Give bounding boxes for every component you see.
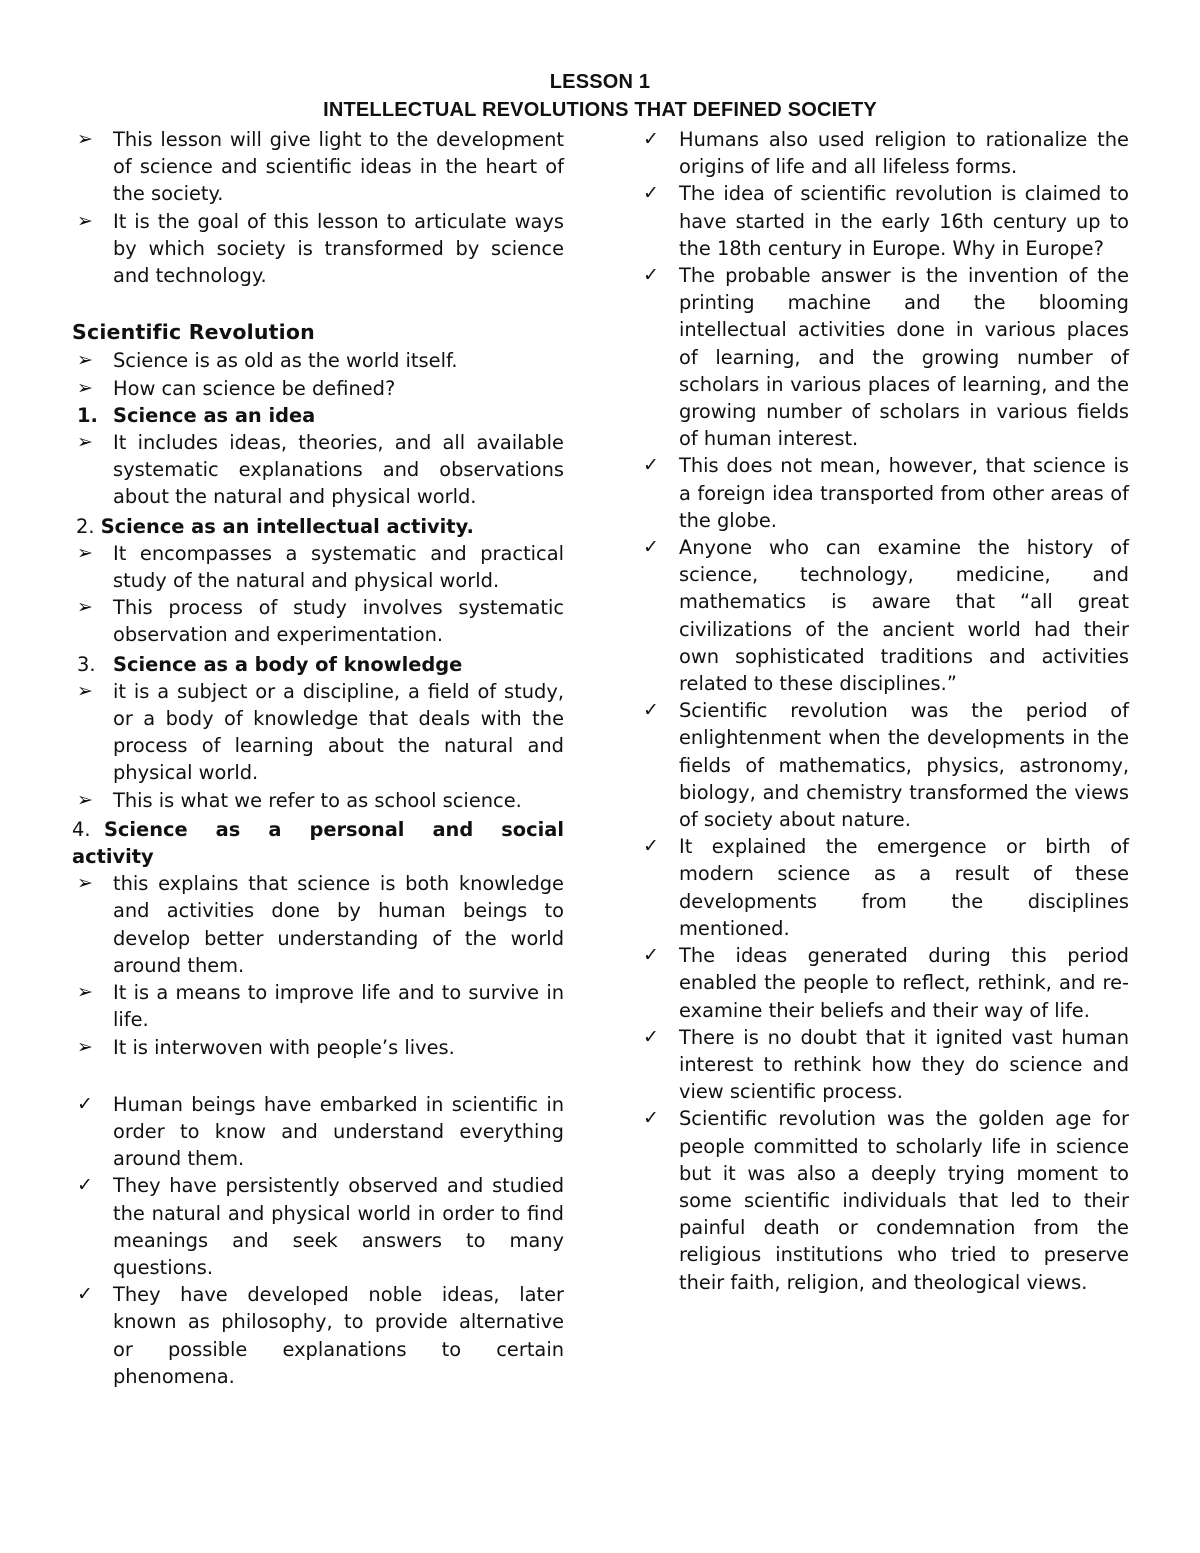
check-item (638, 452, 1129, 534)
arrowhead-bullet-icon: ➢ (77, 679, 93, 702)
arrowhead-bullet-icon: ➢ (77, 431, 93, 454)
check-text: They have persistently observed and studied the natural and physical world in order to find meanings and seek answers to many questions. (113, 1174, 564, 1279)
checkmark-bullet-icon: ✓ (77, 1092, 93, 1115)
heading-number: 1. (77, 403, 98, 427)
check-item (638, 126, 1129, 180)
bullet-text: this explains that science is both knowledge and activities done by human beings to develop better understanding of the world around them. (113, 872, 564, 977)
checkmark-bullet-icon: ✓ (643, 1025, 659, 1048)
check-item (72, 1091, 564, 1173)
checkmark-bullet-icon: ✓ (643, 944, 659, 967)
arrowhead-bullet-icon: ➢ (77, 541, 93, 564)
checkmark-bullet-icon: ✓ (643, 128, 659, 150)
check-text: Human beings have embarked in scientific in order to know and understand everything around them. (113, 1092, 564, 1171)
check-item (638, 262, 1129, 452)
checkmark-bullet-icon: ✓ (643, 835, 659, 858)
checkmark-bullet-icon: ✓ (77, 1283, 93, 1306)
heading-text: Science as an idea (113, 403, 316, 427)
lesson-label: LESSON 1 (549, 71, 651, 93)
arrowhead-bullet-icon: ➢ (77, 788, 93, 811)
bullet-item (72, 594, 564, 648)
bullet-item (72, 787, 564, 814)
check-text: The ideas generated during this period enabled the people to reflect, rethink, and re-examine their beliefs and their way of life. (679, 944, 1129, 1022)
check-item (638, 534, 1129, 697)
section-heading: Scientific Revolution (72, 320, 315, 345)
checkmark-bullet-icon: ✓ (643, 182, 659, 205)
bullet-text: It is the goal of this lesson to articulate ways by which society is transformed by science and technology. (113, 209, 564, 288)
arrowhead-bullet-icon: ➢ (77, 1035, 93, 1058)
bullet-item (72, 540, 564, 594)
bullet-item (72, 208, 564, 290)
heading-number: 3. (77, 652, 96, 676)
bullet-item (72, 347, 564, 374)
checkmark-bullet-icon: ✓ (643, 454, 659, 477)
check-item (638, 697, 1129, 833)
check-text: Scientific revolution was the period of enlightenment when the developments in the fields of mathematics, physics, astronomy, biology, and chemistry transformed the views of society about nature. (679, 699, 1129, 832)
numbered-heading (72, 651, 564, 678)
bullet-item (72, 429, 564, 511)
bullet-item (72, 678, 564, 787)
bullet-text: It includes ideas, theories, and all available systematic explanations and observations about the natural and physical world. (113, 431, 564, 509)
heading-number: 4. (72, 817, 91, 841)
arrowhead-bullet-icon: ➢ (77, 128, 93, 150)
check-item (638, 180, 1129, 262)
bullet-text: How can science be defined? (113, 376, 396, 400)
heading-text: Science as a personal and social activity (72, 817, 564, 869)
check-text: This does not mean, however, that science is a foreign idea transported from other areas of the globe. (679, 454, 1129, 532)
heading-number: 2. (76, 514, 95, 538)
arrowhead-bullet-icon: ➢ (77, 596, 93, 619)
check-text: Scientific revolution was the golden age for people committed to scholarly life in science but it was also a deeply trying moment to some scientific individuals that led to their painful death or condemnation from the religious institutions who tried to preserve their faith, religion, and theological views. (679, 1107, 1129, 1294)
bullet-text: This lesson will give light to the development of science and scientific ideas in the heart of the society. (113, 128, 564, 206)
bullet-text: It encompasses a systematic and practical study of the natural and physical world. (113, 541, 564, 593)
check-item (638, 1105, 1129, 1295)
check-item (638, 942, 1129, 1024)
numbered-heading (72, 513, 564, 540)
checkmark-bullet-icon: ✓ (643, 536, 659, 559)
check-text: The probable answer is the invention of the printing machine and the blooming intellectual activities done in various places of learning, and the growing number of scholars in various places of learning, and the growing number of scholars in various fields of human interest. (679, 264, 1129, 451)
left-column (72, 126, 564, 1390)
arrowhead-bullet-icon: ➢ (77, 376, 93, 399)
bullet-item (72, 1034, 564, 1061)
check-text: The idea of scientific revolution is claimed to have started in the early 16th century up to the 18th century in Europe. Why in Europe? (679, 182, 1129, 260)
check-text: Humans also used religion to rationalize the origins of life and all lifeless forms. (679, 128, 1129, 179)
arrowhead-bullet-icon: ➢ (77, 349, 93, 372)
bullet-text: It is interwoven with people’s lives. (113, 1035, 455, 1059)
check-text: It explained the emergence or birth of modern science as a result of these developments from the disciplines mentioned. (679, 835, 1129, 940)
bullet-text: It is a means to improve life and to survive in life. (113, 981, 564, 1032)
checkmark-bullet-icon: ✓ (77, 1174, 93, 1197)
check-item (638, 833, 1129, 942)
check-item (72, 1172, 564, 1281)
numbered-heading (72, 402, 564, 429)
checkmark-bullet-icon: ✓ (643, 699, 659, 722)
numbered-heading (72, 816, 564, 870)
check-text: There is no doubt that it ignited vast human interest to rethink how they do science and view scientific process. (679, 1025, 1129, 1104)
checkmark-bullet-icon: ✓ (643, 1107, 659, 1130)
bullet-item (72, 979, 564, 1033)
check-text: They have developed noble ideas, later known as philosophy, to provide alternative or possible explanations to certain phenomena. (113, 1283, 564, 1388)
bullet-text: it is a subject or a discipline, a field of study, or a body of knowledge that deals with the process of learning about the natural and physical world. (113, 679, 564, 785)
bullet-text: This process of study involves systematic observation and experimentation. (113, 596, 564, 647)
arrowhead-bullet-icon: ➢ (77, 981, 93, 1004)
bullet-text: This is what we refer to as school science. (113, 788, 522, 812)
check-item (72, 1281, 564, 1390)
check-text: Anyone who can examine the history of science, technology, medicine, and mathematics is aware that “all great civilizations of the ancient world had their own sophisticated traditions and activities related to these disciplines.” (679, 536, 1129, 696)
checkmark-bullet-icon: ✓ (643, 264, 659, 287)
check-item (638, 1024, 1129, 1106)
arrowhead-bullet-icon: ➢ (77, 209, 93, 232)
heading-text: Science as an intellectual activity. (100, 514, 474, 538)
right-column (638, 126, 1129, 1296)
lesson-title: INTELLECTUAL REVOLUTIONS THAT DEFINED SOCIETY (323, 99, 877, 121)
arrowhead-bullet-icon: ➢ (77, 872, 93, 895)
bullet-item (72, 126, 564, 208)
bullet-item (72, 375, 564, 402)
heading-text: Science as a body of knowledge (113, 652, 463, 676)
bullet-item (72, 870, 564, 979)
bullet-text: Science is as old as the world itself. (113, 349, 458, 373)
